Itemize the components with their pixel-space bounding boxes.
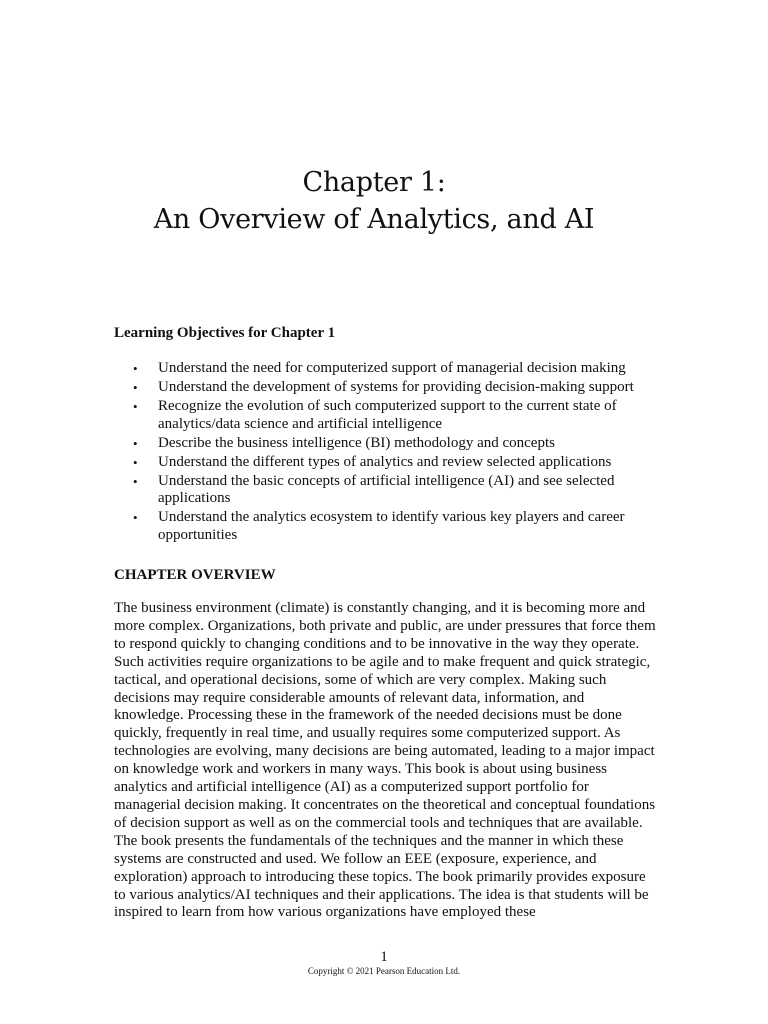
bullet-icon: • xyxy=(133,510,138,525)
objective-item xyxy=(114,435,654,453)
bullet-icon: • xyxy=(133,361,138,376)
objective-item xyxy=(114,360,654,378)
chapter-number: Chapter 1: xyxy=(302,167,446,198)
objective-text: Understand the analytics ecosystem to identify various key players and career opportunities xyxy=(158,509,625,543)
objective-item xyxy=(114,398,654,433)
objective-item xyxy=(114,379,654,397)
objectives-list xyxy=(114,360,654,546)
overview-paragraph: The business environment (climate) is constantly changing, and it is becoming more and more complex. Organizations, both private and public, are under pressures that force them to respond quickly to changing conditions and to be innovative in the way they operate. Such activities require organizations to be agile and to make frequent and quick strategic, tactical, and operational decisions, some of which are very complex. Making such decisions may require considerable amounts of relevant data, information, and knowledge. Processing these in the framework of the needed decisions must be done quickly, frequently in real time, and usually requires some computerized support. As technologies are evolving, many decisions are being automated, leading to a major impact on knowledge work and workers in many ways. This book is about using business analytics and artificial intelligence (AI) as a computerized support portfolio for managerial decision making. It concentrates on the theoretical and conceptual foundations of decision support as well as on the commercial tools and techniques that are available. The book presents the fundamentals of the techniques and the manner in which these systems are constructed and used. We follow an EEE (exposure, experience, and exploration) approach to introducing these topics. The book primarily provides exposure to various analytics/AI techniques and their applications. The idea is that students will be inspired to learn from how various organizations have employed these xyxy=(114,600,656,921)
bullet-icon: • xyxy=(133,454,138,470)
objective-item xyxy=(114,454,654,472)
objective-text: Understand the development of systems for providing decision-making support xyxy=(158,379,634,395)
bullet-icon: • xyxy=(133,399,138,414)
page-number: 1 xyxy=(380,949,388,965)
bullet-icon: • xyxy=(133,473,138,489)
objective-text: Recognize the evolution of such computerized support to the current state of analytics/data science and artificial intelligence xyxy=(158,398,617,432)
bullet-icon: • xyxy=(133,435,138,451)
objective-text: Understand the need for computerized support of managerial decision making xyxy=(158,360,626,376)
objectives-heading: Learning Objectives for Chapter 1 xyxy=(114,325,336,341)
bullet-icon: • xyxy=(133,380,138,395)
chapter-title xyxy=(0,164,748,238)
objective-text: Understand the basic concepts of artificial intelligence (AI) and see selected applications xyxy=(158,472,615,506)
objective-item xyxy=(114,509,654,544)
objective-item xyxy=(114,473,654,508)
objective-text: Describe the business intelligence (BI) methodology and concepts xyxy=(158,434,555,451)
objective-text: Understand the different types of analytics and review selected applications xyxy=(158,453,612,470)
overview-heading: CHAPTER OVERVIEW xyxy=(114,567,276,583)
chapter-name: An Overview of Analytics, and AI xyxy=(153,204,595,235)
copyright-notice: Copyright © 2021 Pearson Education Ltd. xyxy=(307,966,461,976)
